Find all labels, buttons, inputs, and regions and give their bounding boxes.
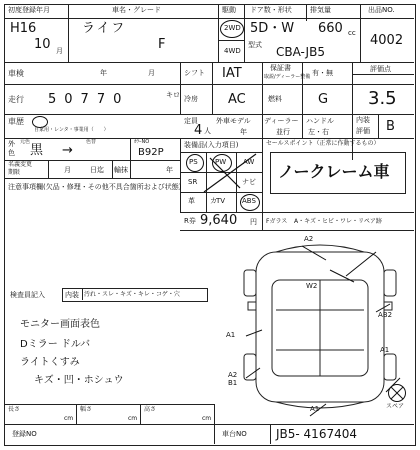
- drive-4wd: 4WD: [224, 47, 241, 55]
- color-no-label: ｶﾗｰNO: [134, 139, 150, 145]
- model-value: CBA-JB5: [276, 45, 325, 59]
- note-item-4: キズ・凹・ホシュウ: [34, 375, 124, 386]
- fuel-label: 燃料: [268, 95, 282, 103]
- capacity-value: 4: [194, 123, 203, 138]
- exterior-model-sub: 年: [240, 128, 247, 136]
- f-glass-options: A・キズ・ヒビ・ワレ・リペア跡: [294, 218, 382, 225]
- handle-value: 左・右: [308, 128, 329, 136]
- mileage-unit: キロ: [166, 91, 180, 99]
- warranty-sub: 取説/ディーラー整備: [264, 74, 311, 80]
- mark-ab2: AB2: [378, 311, 393, 319]
- color-arrow: →: [62, 143, 73, 158]
- spare-tire-cross-icon: [388, 384, 406, 402]
- history-options: 自家用・レンタ・事業用（ ）: [34, 127, 109, 133]
- equip-aw: AW: [243, 158, 255, 166]
- lot-no: 4002: [370, 33, 404, 48]
- shaken-year-unit: 年: [100, 69, 107, 77]
- change-label2: 期限: [8, 169, 21, 176]
- chassis-no: JB5- 4167404: [276, 427, 357, 441]
- car-damage-diagram: [226, 232, 414, 418]
- height-label: 高さ: [144, 406, 157, 413]
- notes-interior-label: 内装: [65, 291, 79, 299]
- capacity-unit: 人: [204, 127, 211, 135]
- ac-value: AC: [228, 92, 246, 107]
- warranty-value: 有・無: [312, 69, 333, 77]
- r-tax-unit: 円: [250, 218, 257, 226]
- mark-a1-left: A1: [226, 331, 236, 339]
- width-unit: cm: [128, 415, 138, 422]
- door-shape: 5D・W: [250, 21, 295, 36]
- note-item-2: Dミラー ドルバ: [20, 339, 91, 350]
- equipment-cross-mark: [200, 152, 260, 194]
- fuel-value: G: [318, 92, 329, 107]
- mark-a2b1: A2 B1: [228, 371, 238, 387]
- door-shape-label: ドア数・形状: [250, 6, 292, 14]
- shaken-label: 車検: [8, 69, 24, 78]
- change-month-unit: 月: [64, 166, 71, 174]
- equipment-label: 装備品(入力項目): [184, 141, 239, 149]
- mark-w2: W2: [306, 282, 318, 290]
- color-value: 黒: [30, 143, 44, 158]
- reg-no-label: 登録NO: [12, 430, 37, 438]
- warranty-label: 保証書: [270, 64, 291, 72]
- ac-label: 冷房: [184, 95, 198, 103]
- first-reg-month-unit: 月: [56, 47, 63, 55]
- lot-label: 出品NO.: [368, 6, 395, 14]
- mileage-label: 走行: [8, 95, 24, 104]
- drive-label: 駆動: [222, 6, 236, 14]
- r-tax-value: 9,640: [200, 213, 238, 228]
- displacement-unit: cc: [348, 29, 356, 37]
- capacity-label: 定員: [184, 117, 198, 125]
- mark-a1-right: A1: [380, 346, 390, 354]
- handle-label: ハンドル: [306, 117, 334, 125]
- notes-interior-options: 汚れ・スレ・キズ・キレ・コゲ・穴: [84, 291, 180, 298]
- displacement: 660: [318, 21, 343, 36]
- width-label: 幅さ: [80, 406, 93, 413]
- equip-tv: TV: [216, 197, 226, 205]
- model-label: 型式: [248, 41, 262, 49]
- equip-navi: ナビ: [242, 178, 256, 186]
- color-label: 外: [8, 140, 15, 148]
- first-reg-month: 10: [34, 37, 51, 52]
- equip-sr: SR: [188, 178, 198, 186]
- first-reg-era: H16: [10, 21, 37, 36]
- length-unit: cm: [64, 415, 74, 422]
- length-label: 長さ: [8, 406, 21, 413]
- equip-ka: カ: [210, 197, 217, 205]
- sales-point-label: セールスポイント（正常に作動するもの）: [266, 140, 380, 147]
- color-label2: 色: [8, 149, 15, 157]
- shift-value: IAT: [222, 66, 242, 81]
- caution-label: 注意事項欄(欠品・修理・その他不具合箇所および状態): [8, 183, 182, 191]
- dealer-sub: 並行: [276, 128, 290, 136]
- change-label: 名義変更: [8, 161, 33, 168]
- equip-abs: ABS: [242, 197, 256, 205]
- mark-a2-top: A2: [304, 235, 314, 243]
- dealer-label: ディーラー: [264, 117, 299, 125]
- sales-point: ノークレーム車: [278, 162, 390, 181]
- interior-label2: 評価: [356, 127, 370, 135]
- exterior-model-label: 外車モデル: [216, 117, 251, 125]
- equip-leather: 革: [188, 197, 195, 205]
- score-label: 評価点: [370, 65, 391, 73]
- drive-2wd: 2WD: [224, 24, 241, 32]
- score-value: 3.5: [368, 88, 397, 109]
- car-name-label: 車名・グレード: [112, 6, 161, 14]
- grade: F: [158, 37, 166, 52]
- cancel-year-unit: 年: [166, 166, 173, 174]
- equip-ps: PS: [189, 158, 198, 166]
- displacement-label: 排気量: [310, 6, 331, 14]
- inspector-label: 検査員記入: [10, 291, 45, 299]
- original-color-label: 元色: [20, 139, 31, 145]
- mileage-value: 50770: [48, 92, 130, 107]
- car-name: ライフ: [82, 21, 127, 36]
- shift-label: シフト: [184, 69, 205, 77]
- history-label: 車歴: [8, 117, 24, 126]
- cancel-label: 輸抹: [114, 166, 128, 174]
- color-change-label: 色替: [86, 139, 97, 145]
- interior-grade: B: [386, 119, 395, 134]
- shaken-month-unit: 月: [148, 69, 155, 77]
- height-unit: cm: [202, 415, 212, 422]
- f-glass-label: Fガラス: [266, 218, 288, 225]
- change-date-unit: 日迄: [90, 166, 104, 174]
- interior-label: 内装: [356, 116, 370, 124]
- first-reg-label: 初度登録年月: [8, 6, 50, 14]
- note-item-1: モニター画面表色: [20, 319, 100, 330]
- chassis-label: 車台NO: [222, 430, 247, 438]
- mark-a1-bottom: A1: [310, 405, 320, 413]
- note-item-3: ライトくすみ: [20, 357, 80, 368]
- color-no: B92P: [138, 147, 164, 158]
- spare-label: スペア: [386, 403, 405, 410]
- r-tax-label: R券: [184, 217, 196, 225]
- equip-pw: PW: [215, 158, 227, 166]
